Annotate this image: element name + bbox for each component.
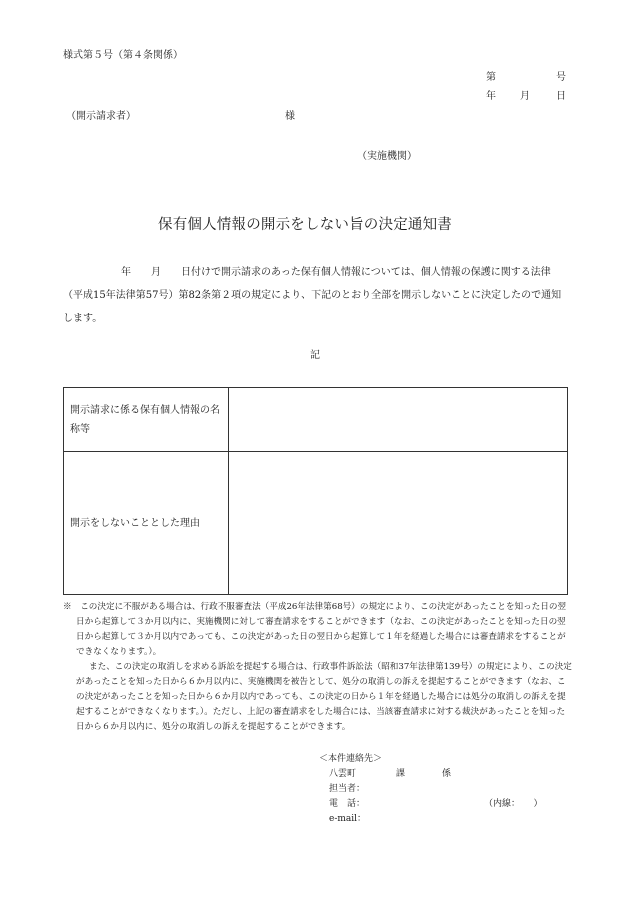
- contact-person: 担当者：: [329, 784, 366, 794]
- body-text: 日付けで開示請求のあった保有個人情報については、個人情報の保護に関する法律（平成15年法律第57号）第82条第２項の規定により、下記のとおり全部を開示しないことに決定したので通知します。: [63, 267, 562, 324]
- body-date-year: 年: [121, 267, 131, 278]
- contact-email: e-mail：: [329, 814, 367, 824]
- note-appeal: ※ この決定に不服がある場合は、行政不服審査法（平成26年法律第68号）の規定により、この決定があったことを知った日の翌日から起算して３か月以内に、実施機関に対して審査請求をすることができます（なお、この決定があったことを知った日の翌日から起算して３か月以内であっても、この決定があった日の翌日から起算して１年を経過した場合には審査請求をすることができなくなります。）。: [63, 602, 567, 657]
- ki-heading: 記: [310, 350, 320, 361]
- reason-value: [229, 452, 568, 595]
- contact-ka: 課: [396, 769, 406, 779]
- table-row: [64, 452, 568, 595]
- requester-honorific: 様: [285, 111, 295, 122]
- notes-section: [63, 600, 573, 735]
- document-title: 保有個人情報の開示をしない旨の決定通知書: [158, 217, 452, 233]
- doc-number-go: 号: [556, 72, 566, 83]
- doc-number-dai: 第: [486, 72, 496, 83]
- table-row: [64, 388, 568, 452]
- body-paragraph: [63, 261, 570, 330]
- contact-town: 八雲町: [329, 769, 357, 779]
- request-info-value: [229, 388, 568, 452]
- agency-label: （実施機関）: [357, 151, 417, 162]
- date-year: 年: [486, 91, 496, 102]
- note-lawsuit: また、この決定の取消しを求める訴訟を提起する場合は、行政事件訴訟法（昭和37年法律第139号）の規定により、この決定があったことを知った日から６か月以内に、実施機関を被告として、処分の取消しの訴えを提起することができます（なお、この決定があったことを知った日から６か月以内であっても、この決定の日から１年を経過した場合には処分の取消しの訴えを提起することができなくなります。）。ただし、上記の審査請求をした場合には、当該審査請求に対する裁決があったことを知った日から６か月以内に、処分の取消しの訴えを提起することができます。: [76, 662, 572, 732]
- contact-heading: ＜本件連絡先＞: [319, 754, 383, 764]
- body-date-month: 月: [151, 267, 161, 278]
- contact-phone: 電 話：: [329, 799, 366, 809]
- contact-kakari: 係: [442, 769, 452, 779]
- info-table: [63, 387, 568, 595]
- date-day: 日: [556, 91, 566, 102]
- requester-label: （開示請求者）: [66, 111, 136, 122]
- request-info-label: 開示請求に係る保有個人情報の名称等: [64, 388, 229, 452]
- contact-extension: （内線： ）: [484, 799, 543, 809]
- date-month: 月: [520, 91, 530, 102]
- reason-label: 開示をしないこととした理由: [64, 452, 229, 595]
- form-number: 様式第５号（第４条関係）: [63, 50, 183, 61]
